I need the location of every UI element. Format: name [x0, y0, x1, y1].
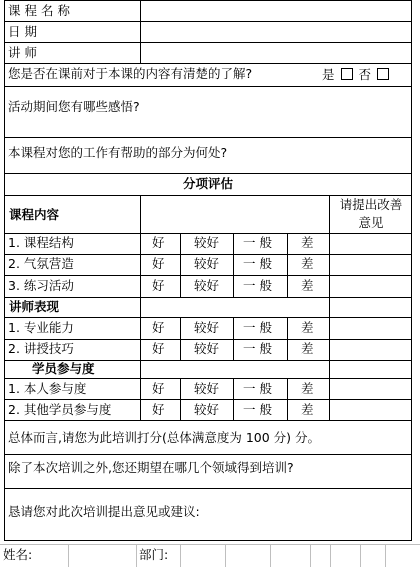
grid-col-3 [233, 233, 234, 297]
q3-question: 本课程对您的工作有帮助的部分为何处? [8, 145, 228, 160]
evaluation-title: 分项评估 [182, 176, 233, 191]
instructor-label: 讲师 [8, 45, 42, 60]
rating-poor[interactable]: 差 [301, 256, 314, 271]
item-label: 2. 气氛营造 [8, 256, 74, 271]
line [4, 173, 412, 174]
rating-fairly-good[interactable]: 较好 [194, 256, 220, 271]
footer-gridline [136, 544, 137, 567]
yes-label: 是 [322, 67, 335, 82]
rating-good[interactable]: 好 [152, 320, 165, 335]
item-label: 2. 其他学员参与度 [8, 402, 112, 417]
rating-poor[interactable]: 差 [301, 320, 314, 335]
item-label: 1. 专业能力 [8, 320, 74, 335]
grid-col-4 [287, 233, 288, 297]
footer-gridline [180, 544, 181, 567]
footer-gridline [0, 544, 420, 545]
footer-gridline [225, 544, 226, 567]
yes-checkbox[interactable] [341, 68, 353, 80]
line [4, 0, 412, 1]
line [4, 254, 412, 255]
rating-poor[interactable]: 差 [301, 381, 314, 396]
rating-poor[interactable]: 差 [301, 402, 314, 417]
line [4, 378, 412, 379]
section-heading-participation: 学员参与度 [32, 361, 95, 376]
section-heading-course: 课程内容 [9, 207, 60, 222]
grid-col-3c [233, 378, 234, 420]
rating-poor[interactable]: 差 [301, 278, 314, 293]
rating-good[interactable]: 好 [152, 256, 165, 271]
line [4, 195, 412, 196]
suggest-line-1: 请提出改善 [339, 197, 403, 212]
course-name-label: 课程名称 [8, 3, 75, 18]
q1-options [322, 68, 391, 82]
rating-fairly-good[interactable]: 较好 [194, 381, 220, 396]
rating-good[interactable]: 好 [152, 341, 165, 356]
rating-good[interactable]: 好 [152, 402, 165, 417]
suggest-line-2: 意见 [358, 215, 384, 230]
table-left-border [4, 0, 5, 540]
q4-score-question: 总体而言,请您为此培训打分(总体满意度为 100 分) 分。 [8, 430, 321, 445]
rating-average[interactable]: 一 般 [243, 235, 272, 250]
rating-good[interactable]: 好 [152, 278, 165, 293]
line [4, 21, 412, 22]
rating-average[interactable]: 一 般 [243, 320, 272, 335]
rating-fairly-good[interactable]: 较好 [194, 402, 220, 417]
rating-average[interactable]: 一 般 [243, 381, 272, 396]
line [4, 42, 412, 43]
line [4, 86, 412, 87]
footer-gridline [330, 544, 331, 567]
line [4, 540, 412, 541]
rating-good[interactable]: 好 [152, 235, 165, 250]
no-label: 否 [358, 67, 371, 82]
rating-fairly-good[interactable]: 较好 [194, 235, 220, 250]
line [4, 275, 412, 276]
q5-question: 除了本次培训之外,您还期望在哪几个领域得到培训? [8, 460, 294, 475]
item-label: 1. 课程结构 [8, 235, 74, 250]
footer-gridline [360, 544, 361, 567]
q6-question: 恳请您对此次培训提出意见或建议: [8, 504, 200, 519]
rating-average[interactable]: 一 般 [243, 278, 272, 293]
item-label: 2. 讲授技巧 [8, 341, 74, 356]
rating-average[interactable]: 一 般 [243, 402, 272, 417]
rating-fairly-good[interactable]: 较好 [194, 278, 220, 293]
grid-col-4b [287, 317, 288, 360]
header-divider [140, 0, 141, 63]
rating-poor[interactable]: 差 [301, 341, 314, 356]
line [4, 317, 412, 318]
grid-col-2 [180, 233, 181, 297]
rating-average[interactable]: 一 般 [243, 341, 272, 356]
item-label: 1. 本人参与度 [8, 381, 87, 396]
no-checkbox[interactable] [377, 68, 389, 80]
footer-gridline [310, 544, 311, 567]
line [4, 297, 412, 298]
q2-question: 活动期间您有哪些感悟? [8, 99, 140, 114]
section-heading-instructor: 讲师表现 [9, 299, 60, 314]
rating-fairly-good[interactable]: 较好 [194, 341, 220, 356]
line [4, 63, 412, 64]
grid-col-2c [180, 378, 181, 420]
footer-gridline [68, 544, 69, 567]
grid-col-3b [233, 317, 234, 360]
rating-fairly-good[interactable]: 较好 [194, 320, 220, 335]
item-label: 3. 练习活动 [8, 278, 74, 293]
footer-gridline [270, 544, 271, 567]
rating-good[interactable]: 好 [152, 381, 165, 396]
line [4, 488, 412, 489]
footer-gridline [385, 544, 386, 567]
rating-average[interactable]: 一 般 [243, 256, 272, 271]
line [4, 420, 412, 421]
date-label: 日期 [8, 24, 42, 39]
grid-col-4c [287, 378, 288, 420]
grid-col-2b [180, 317, 181, 360]
name-field-label: 姓名: [3, 547, 33, 562]
q1-question: 您是否在课前对于本课的内容有清楚的了解? [8, 66, 253, 81]
grid-col-1 [140, 195, 141, 420]
department-field-label: 部门: [139, 547, 169, 562]
table-right-border [411, 0, 412, 540]
line [4, 233, 412, 234]
line [4, 399, 412, 400]
line [4, 137, 412, 138]
line [4, 339, 412, 340]
line [4, 454, 412, 455]
rating-poor[interactable]: 差 [301, 235, 314, 250]
